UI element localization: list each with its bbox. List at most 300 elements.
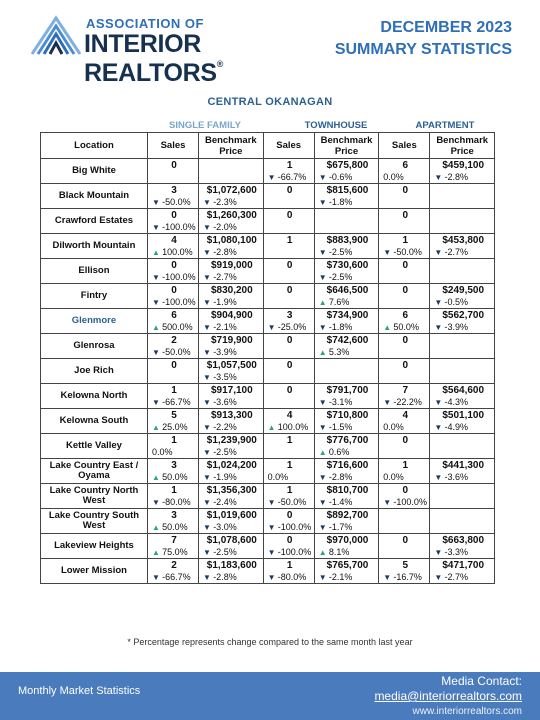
sf-sales-cell — [147, 359, 198, 384]
ap-sales-cell — [379, 284, 430, 309]
change-percent: -50.0% — [162, 197, 191, 207]
arrow-down-icon: ▼ — [434, 423, 445, 432]
th-price-cell — [314, 309, 379, 334]
th-sales-value: 0 — [286, 510, 293, 521]
th-sales-cell — [263, 284, 314, 309]
sf-sales-value: 5 — [171, 410, 177, 421]
sf-sales-change — [152, 397, 196, 408]
arrow-down-icon: ▼ — [318, 423, 329, 432]
sf-sales-cell — [147, 509, 198, 534]
ap-sales-value: 4 — [402, 410, 409, 421]
change-percent: -50.0% — [393, 247, 422, 257]
ap-price-value: $249,500 — [442, 285, 485, 296]
th-price-value: $734,900 — [326, 310, 369, 321]
arrow-down-icon: ▼ — [318, 573, 329, 582]
ap-price-cell — [430, 484, 495, 509]
change-percent: -2.5% — [328, 272, 353, 282]
footnote: * Percentage represents change compared to the same month last year — [127, 637, 413, 647]
ap-sales-cell — [379, 384, 430, 409]
th-sales-change — [268, 522, 312, 533]
ap-sales-change — [383, 397, 427, 408]
ap-sales-value: 1 — [402, 460, 409, 471]
col-label-line1: Benchmark — [204, 134, 257, 146]
th-sales-cell — [263, 309, 314, 334]
arrow-down-icon: ▼ — [318, 473, 329, 482]
table-row — [41, 284, 495, 309]
change-percent: -50.0% — [277, 497, 307, 507]
th-price-value: $970,000 — [326, 535, 369, 546]
arrow-down-icon: ▼ — [203, 248, 214, 257]
table-row — [41, 334, 495, 359]
th-sales-value: 1 — [286, 235, 293, 246]
th-sales-cell — [263, 359, 314, 384]
change-percent: 0.0% — [383, 472, 404, 482]
arrow-down-icon: ▼ — [203, 298, 214, 307]
change-percent: -50.0% — [162, 347, 191, 357]
change-percent: 0.0% — [151, 447, 173, 457]
change-percent: -2.1% — [328, 572, 353, 582]
change-percent: -22.2% — [393, 397, 422, 407]
association-logo — [28, 12, 338, 87]
th-price-change — [319, 347, 377, 358]
arrow-down-icon: ▼ — [203, 373, 214, 382]
th-price-change — [319, 397, 377, 408]
statistics-table — [40, 132, 495, 584]
location-name: Glenrosa — [41, 334, 148, 359]
ap-sales-change — [383, 472, 427, 483]
sf-sales-cell — [147, 334, 198, 359]
col-location: Location — [41, 133, 148, 159]
sf-sales-value: 2 — [171, 335, 177, 346]
sf-price-cell — [199, 459, 264, 484]
change-percent: -66.7% — [277, 172, 307, 182]
change-percent: -100.0% — [393, 497, 427, 507]
change-percent: -2.3% — [213, 197, 237, 207]
change-percent: 0.0% — [383, 422, 404, 432]
arrow-down-icon: ▼ — [434, 173, 445, 182]
sf-price-change — [203, 472, 261, 483]
th-sales-cell — [263, 409, 314, 434]
change-percent: -4.9% — [444, 422, 469, 432]
arrow-down-icon: ▼ — [203, 473, 214, 482]
change-percent: -100.0% — [162, 297, 196, 307]
change-percent: -1.8% — [328, 197, 353, 207]
ap-price-value: $562,700 — [442, 310, 485, 321]
th-sales-value: 1 — [286, 435, 293, 446]
table-row — [41, 359, 495, 384]
sf-sales-change — [152, 222, 196, 233]
sf-sales-value: 2 — [171, 560, 177, 571]
th-sales-cell — [263, 234, 314, 259]
arrow-up-icon: ▲ — [383, 323, 394, 332]
arrow-down-icon: ▼ — [151, 348, 163, 357]
group-apartment: APARTMENT — [415, 120, 475, 131]
sf-price-change — [203, 447, 261, 458]
ap-sales-value: 0 — [402, 435, 409, 446]
arrow-down-icon: ▼ — [383, 248, 394, 257]
col-label-line1: Benchmark — [436, 134, 489, 146]
sf-sales-value: 1 — [171, 485, 177, 496]
sf-price-cell — [199, 184, 264, 209]
change-percent: -4.3% — [444, 397, 469, 407]
ap-sales-value: 6 — [402, 310, 409, 321]
arrow-down-icon: ▼ — [434, 298, 445, 307]
sf-sales-cell — [147, 259, 198, 284]
arrow-down-icon: ▼ — [318, 398, 329, 407]
arrow-up-icon: ▲ — [151, 423, 163, 432]
ap-sales-cell — [379, 534, 430, 559]
sf-price-change — [203, 247, 261, 258]
col-ap-price — [430, 133, 495, 159]
change-percent: -2.1% — [213, 322, 237, 332]
ap-sales-value: 0 — [402, 485, 409, 496]
logo-wordmark-text: INTERIOR REALTORS — [84, 30, 217, 87]
arrow-down-icon: ▼ — [318, 198, 329, 207]
th-price-cell — [314, 259, 379, 284]
sf-sales-cell — [147, 159, 198, 184]
sf-sales-value: 1 — [171, 385, 177, 396]
ap-price-cell — [430, 309, 495, 334]
ap-sales-value: 0 — [402, 535, 409, 546]
change-percent: -80.0% — [277, 572, 307, 582]
th-price-value: $675,800 — [326, 160, 369, 171]
ap-price-change — [434, 572, 492, 583]
change-percent: -1.9% — [213, 472, 237, 482]
ap-sales-cell — [379, 159, 430, 184]
property-type-headers — [0, 120, 540, 132]
ap-price-cell — [430, 209, 495, 234]
th-sales-cell — [263, 384, 314, 409]
th-price-cell — [314, 334, 379, 359]
ap-price-change — [434, 472, 492, 483]
sf-price-cell — [199, 359, 264, 384]
sf-sales-change — [152, 422, 196, 433]
sf-sales-cell — [147, 309, 198, 334]
table-row — [41, 384, 495, 409]
media-contact-label: Media Contact: — [441, 674, 522, 688]
th-price-cell — [314, 159, 379, 184]
th-sales-value: 4 — [286, 410, 293, 421]
sf-price-value: $1,024,200 — [206, 460, 257, 471]
arrow-up-icon: ▲ — [318, 448, 329, 457]
ap-price-cell — [430, 384, 495, 409]
sf-sales-cell — [147, 434, 198, 459]
arrow-down-icon: ▼ — [267, 523, 278, 532]
location-name: Crawford Estates — [41, 209, 148, 234]
sf-price-value: $719,900 — [210, 335, 253, 346]
ap-price-change — [434, 547, 492, 558]
th-sales-cell — [263, 259, 314, 284]
change-percent: -0.5% — [444, 297, 469, 307]
ap-sales-cell — [379, 409, 430, 434]
footer-bar — [0, 672, 540, 720]
arrow-down-icon: ▼ — [151, 398, 163, 407]
col-sf-sales: Sales — [147, 133, 198, 159]
th-sales-value: 0 — [286, 385, 293, 396]
ap-sales-cell — [379, 234, 430, 259]
th-sales-change — [268, 322, 312, 333]
th-price-value: $810,700 — [326, 485, 369, 496]
arrow-down-icon: ▼ — [203, 273, 214, 282]
change-percent: 0.0% — [383, 172, 404, 182]
th-sales-cell — [263, 534, 314, 559]
sf-price-cell — [199, 559, 264, 584]
change-percent: -3.6% — [444, 472, 469, 482]
arrow-down-icon: ▼ — [203, 348, 214, 357]
sf-price-change — [203, 522, 261, 533]
arrow-down-icon: ▼ — [267, 498, 278, 507]
arrow-up-icon: ▲ — [151, 523, 163, 532]
sf-price-cell — [199, 284, 264, 309]
ap-price-change — [434, 397, 492, 408]
change-percent: -0.6% — [328, 172, 353, 182]
header — [0, 0, 540, 87]
sf-sales-value: 7 — [171, 535, 177, 546]
th-sales-value: 0 — [286, 185, 293, 196]
sf-sales-value: 3 — [171, 185, 177, 196]
arrow-down-icon: ▼ — [434, 323, 445, 332]
ap-price-cell — [430, 509, 495, 534]
arrow-down-icon: ▼ — [151, 223, 163, 232]
change-percent: -2.8% — [444, 172, 469, 182]
ap-price-change — [434, 172, 492, 183]
change-percent: 7.6% — [328, 297, 350, 307]
change-percent: -100.0% — [162, 222, 196, 232]
sf-price-value: $919,000 — [210, 260, 253, 271]
arrow-down-icon: ▼ — [434, 473, 445, 482]
arrow-down-icon: ▼ — [383, 573, 394, 582]
change-percent: -2.8% — [213, 572, 237, 582]
arrow-down-icon: ▼ — [203, 223, 214, 232]
ap-sales-cell — [379, 334, 430, 359]
logo-wordmark — [84, 30, 338, 88]
sf-sales-cell — [147, 409, 198, 434]
website-link[interactable]: www.interiorrealtors.com — [412, 706, 522, 717]
location-name: Ellison — [41, 259, 148, 284]
arrow-down-icon: ▼ — [151, 573, 163, 582]
sf-price-value: $1,078,600 — [206, 535, 257, 546]
arrow-down-icon: ▼ — [267, 573, 278, 582]
th-sales-cell — [263, 559, 314, 584]
change-percent: -1.8% — [328, 322, 353, 332]
arrow-up-icon: ▲ — [151, 248, 163, 257]
change-percent: -3.1% — [328, 397, 353, 407]
change-percent: -3.5% — [213, 372, 237, 382]
change-percent: -66.7% — [162, 397, 191, 407]
sf-sales-cell — [147, 559, 198, 584]
sf-price-cell — [199, 484, 264, 509]
sf-sales-change — [152, 297, 196, 308]
sf-sales-value: 1 — [171, 435, 177, 446]
ap-price-change — [434, 322, 492, 333]
arrow-down-icon: ▼ — [151, 298, 163, 307]
change-percent: -66.7% — [162, 572, 191, 582]
arrow-up-icon: ▲ — [151, 548, 163, 557]
ap-price-cell — [430, 259, 495, 284]
arrow-down-icon: ▼ — [203, 523, 214, 532]
sf-sales-value: 0 — [171, 360, 177, 371]
sf-sales-cell — [147, 209, 198, 234]
sf-price-change — [203, 222, 261, 233]
th-price-cell — [314, 284, 379, 309]
change-percent: 5.3% — [328, 347, 350, 357]
sf-price-change — [203, 497, 261, 508]
th-sales-value: 1 — [286, 160, 293, 171]
report-title — [335, 17, 512, 61]
change-percent: -1.7% — [328, 522, 353, 532]
th-price-cell — [314, 184, 379, 209]
sf-sales-cell — [147, 384, 198, 409]
ap-sales-change — [383, 497, 427, 508]
th-sales-value: 1 — [286, 485, 293, 496]
th-sales-change — [268, 497, 312, 508]
change-percent: -3.9% — [213, 347, 237, 357]
arrow-down-icon: ▼ — [318, 323, 329, 332]
table-row — [41, 159, 495, 184]
sf-price-change — [203, 347, 261, 358]
change-percent: 75.0% — [162, 547, 188, 557]
table-header-row — [41, 133, 495, 159]
change-percent: 100.0% — [162, 247, 193, 257]
ap-price-change — [434, 297, 492, 308]
arrow-down-icon: ▼ — [267, 173, 278, 182]
change-percent: -100.0% — [162, 272, 196, 282]
table-row — [41, 459, 495, 484]
arrow-down-icon: ▼ — [267, 323, 278, 332]
change-percent: -2.7% — [444, 247, 469, 257]
sf-price-cell — [199, 384, 264, 409]
change-percent: 0.0% — [267, 472, 289, 482]
ap-sales-cell — [379, 259, 430, 284]
sf-sales-value: 3 — [171, 510, 177, 521]
sf-price-cell — [199, 309, 264, 334]
ap-sales-cell — [379, 459, 430, 484]
ap-price-cell — [430, 159, 495, 184]
location-name: Fintry — [41, 284, 148, 309]
sf-price-change — [203, 422, 261, 433]
ap-price-cell — [430, 559, 495, 584]
location-name: Lake Country North West — [41, 484, 148, 509]
ap-price-change — [434, 422, 492, 433]
th-price-change — [319, 297, 377, 308]
th-price-value: $646,500 — [326, 285, 369, 296]
arrow-down-icon: ▼ — [151, 498, 163, 507]
th-price-cell — [314, 484, 379, 509]
sf-price-change — [203, 372, 261, 383]
ap-sales-cell — [379, 309, 430, 334]
arrow-down-icon: ▼ — [383, 398, 394, 407]
change-percent: -3.6% — [213, 397, 237, 407]
sf-sales-cell — [147, 484, 198, 509]
sf-price-value: $1,260,300 — [206, 210, 257, 221]
col-sf-price — [199, 133, 264, 159]
ap-sales-cell — [379, 559, 430, 584]
sf-sales-change — [152, 322, 196, 333]
ap-sales-cell — [379, 484, 430, 509]
th-sales-change — [268, 472, 312, 483]
arrow-down-icon: ▼ — [434, 548, 445, 557]
th-price-value: $710,800 — [326, 410, 369, 421]
ap-price-change — [434, 247, 492, 258]
arrow-down-icon: ▼ — [203, 398, 214, 407]
table-row — [41, 434, 495, 459]
ap-price-value: $564,600 — [442, 385, 485, 396]
th-price-change — [319, 447, 377, 458]
table-row — [41, 259, 495, 284]
table-row — [41, 559, 495, 584]
ap-sales-change — [383, 247, 427, 258]
arrow-down-icon: ▼ — [434, 573, 445, 582]
ap-sales-value: 7 — [402, 385, 409, 396]
registered-mark: ® — [216, 59, 224, 69]
th-price-value: $791,700 — [326, 385, 369, 396]
change-percent: -3.3% — [444, 547, 469, 557]
th-price-value: $776,700 — [326, 435, 369, 446]
table-row — [41, 484, 495, 509]
arrow-down-icon: ▼ — [151, 273, 163, 282]
arrow-down-icon: ▼ — [318, 498, 329, 507]
sf-price-change — [203, 397, 261, 408]
sf-price-cell — [199, 259, 264, 284]
sf-price-value: $1,239,900 — [206, 435, 257, 446]
arrow-down-icon: ▼ — [203, 323, 214, 332]
location-name: Joe Rich — [41, 359, 148, 384]
th-price-change — [319, 197, 377, 208]
change-percent: -2.0% — [213, 222, 237, 232]
sf-sales-change — [152, 572, 196, 583]
ap-price-cell — [430, 409, 495, 434]
sf-price-cell — [199, 434, 264, 459]
group-single-family: SINGLE FAMILY — [169, 120, 241, 131]
sf-sales-change — [152, 447, 196, 458]
sf-sales-change — [152, 272, 196, 283]
table-row — [41, 234, 495, 259]
th-price-cell — [314, 384, 379, 409]
ap-sales-value: 0 — [402, 260, 409, 271]
change-percent: -100.0% — [277, 547, 312, 557]
ap-sales-value: 0 — [402, 210, 409, 221]
col-label-line2: Price — [219, 145, 243, 157]
sf-price-change — [203, 572, 261, 583]
sf-sales-change — [152, 247, 196, 258]
ap-price-cell — [430, 534, 495, 559]
th-price-change — [319, 247, 377, 258]
th-price-cell — [314, 409, 379, 434]
media-email-link[interactable]: media@interiorrealtors.com — [374, 689, 522, 703]
th-sales-value: 0 — [286, 210, 293, 221]
th-sales-cell — [263, 184, 314, 209]
sf-sales-change — [152, 197, 196, 208]
th-price-value: $742,600 — [326, 335, 369, 346]
change-percent: 0.6% — [328, 447, 350, 457]
ap-price-cell — [430, 234, 495, 259]
arrow-down-icon: ▼ — [318, 173, 329, 182]
th-sales-value: 1 — [286, 560, 293, 571]
arrow-down-icon: ▼ — [434, 398, 445, 407]
location-name: Kettle Valley — [41, 434, 148, 459]
th-sales-cell — [263, 484, 314, 509]
ap-price-cell — [430, 359, 495, 384]
arrow-down-icon: ▼ — [203, 498, 214, 507]
change-percent: 50.0% — [162, 522, 188, 532]
th-price-change — [319, 422, 377, 433]
th-sales-cell — [263, 159, 314, 184]
th-price-value: $815,600 — [326, 185, 369, 196]
sf-price-change — [203, 272, 261, 283]
sf-price-cell — [199, 509, 264, 534]
change-percent: -1.9% — [213, 297, 237, 307]
change-percent: -3.0% — [213, 522, 237, 532]
